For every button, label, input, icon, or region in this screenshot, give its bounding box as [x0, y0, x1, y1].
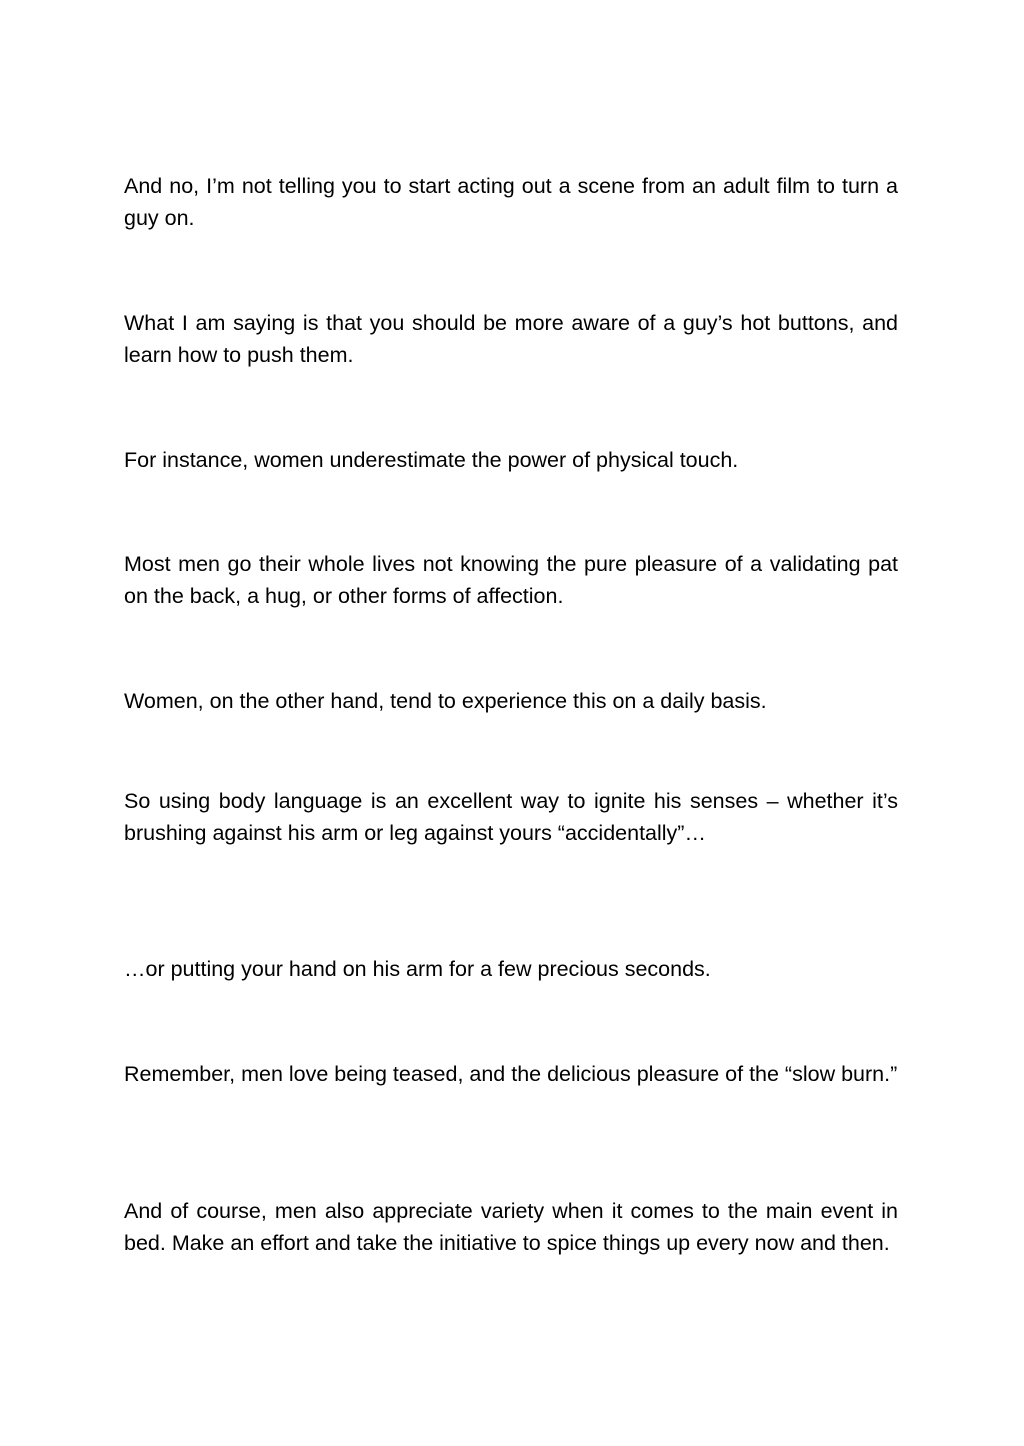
paragraph-slow-burn: Remember, men love being teased, and the delicious pleasure of the “slow burn.” [124, 1062, 898, 1086]
paragraph-hand-on-arm: …or putting your hand on his arm for a few precious seconds. [124, 957, 711, 981]
paragraph-adult-film: And no, I’m not telling you to start acting out a scene from an adult film to turn a guy on. [124, 174, 898, 230]
paragraph-physical-touch: For instance, women underestimate the power of physical touch. [124, 448, 739, 472]
paragraph-daily-basis: Women, on the other hand, tend to experience this on a daily basis. [124, 689, 767, 713]
paragraph-body-language: So using body language is an excellent way to ignite his senses – whether it’s brushing against his arm or leg against yours “accidentally”… [124, 789, 898, 845]
paragraph-pure-pleasure: Most men go their whole lives not knowing the pure pleasure of a validating pat on the back, a hug, or other forms of affection. [124, 552, 898, 608]
paragraph-variety: And of course, men also appreciate variety when it comes to the main event in bed. Make an effort and take the initiative to spice things up every now and then. [124, 1199, 898, 1255]
paragraph-hot-buttons: What I am saying is that you should be more aware of a guy’s hot buttons, and learn how to push them. [124, 311, 898, 367]
